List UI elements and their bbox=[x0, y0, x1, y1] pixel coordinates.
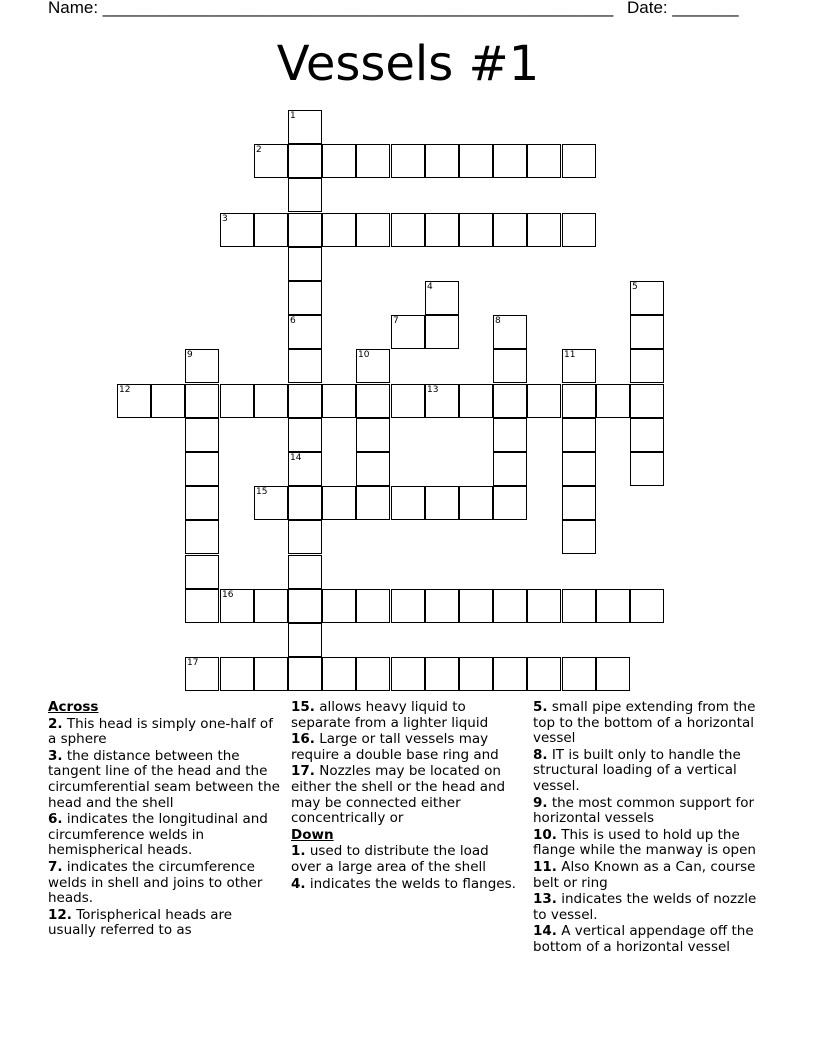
clue-across-2: 2. This head is simply one-half of a sphere bbox=[48, 715, 273, 748]
grid-cell[interactable] bbox=[356, 486, 390, 520]
grid-cell[interactable] bbox=[562, 657, 596, 691]
grid-cell[interactable] bbox=[562, 349, 596, 383]
grid-cell[interactable] bbox=[493, 418, 527, 452]
grid-cell[interactable] bbox=[596, 589, 630, 623]
grid-cell[interactable] bbox=[356, 213, 390, 247]
grid-cell[interactable] bbox=[254, 657, 288, 691]
grid-cell[interactable] bbox=[220, 213, 254, 247]
grid-number: 5 bbox=[632, 282, 638, 292]
grid-cell[interactable] bbox=[391, 589, 425, 623]
grid-cell[interactable] bbox=[220, 589, 254, 623]
grid-cell[interactable] bbox=[356, 384, 390, 418]
grid-cell[interactable] bbox=[596, 657, 630, 691]
clue-across-15: 15. allows heavy liquid to separate from a lighter liquid bbox=[291, 699, 489, 731]
grid-cell[interactable] bbox=[322, 589, 356, 623]
grid-cell[interactable] bbox=[630, 315, 664, 349]
grid-cell[interactable] bbox=[425, 384, 459, 418]
clue-across-7: 7. indicates the circumference welds in shell and joins to other heads. bbox=[48, 858, 263, 907]
grid-cell[interactable] bbox=[493, 589, 527, 623]
grid-cell[interactable] bbox=[288, 349, 322, 383]
grid-number: 7 bbox=[393, 316, 399, 326]
grid-cell[interactable] bbox=[356, 589, 390, 623]
grid-cell[interactable] bbox=[254, 213, 288, 247]
grid-cell[interactable] bbox=[425, 213, 459, 247]
grid-cell[interactable] bbox=[425, 589, 459, 623]
grid-cell[interactable] bbox=[185, 418, 219, 452]
grid-cell[interactable] bbox=[425, 486, 459, 520]
grid-cell[interactable] bbox=[459, 589, 493, 623]
grid-cell[interactable] bbox=[391, 315, 425, 349]
grid-cell[interactable] bbox=[527, 213, 561, 247]
grid-cell[interactable] bbox=[220, 657, 254, 691]
clue-down-4: 4. indicates the welds to flanges. bbox=[291, 875, 516, 892]
clue-down-14: 14. A vertical appendage off the bottom of a horizontal vessel bbox=[533, 923, 754, 955]
grid-number: 8 bbox=[495, 316, 501, 326]
grid-cell[interactable] bbox=[185, 452, 219, 486]
grid-number: 4 bbox=[427, 282, 433, 292]
grid-number: 16 bbox=[222, 590, 234, 600]
grid-cell[interactable] bbox=[493, 144, 527, 178]
grid-cell[interactable] bbox=[322, 213, 356, 247]
grid-cell[interactable] bbox=[425, 281, 459, 315]
grid-cell[interactable] bbox=[288, 247, 322, 281]
grid-number: 9 bbox=[187, 350, 193, 360]
grid-cell[interactable] bbox=[425, 144, 459, 178]
grid-cell[interactable] bbox=[322, 657, 356, 691]
grid-cell[interactable] bbox=[254, 144, 288, 178]
clue-down-11: 11. Also Known as a Can, course belt or ring bbox=[533, 858, 756, 891]
grid-cell[interactable] bbox=[459, 213, 493, 247]
grid-number: 11 bbox=[564, 350, 576, 360]
grid-cell[interactable] bbox=[356, 144, 390, 178]
grid-cell[interactable] bbox=[288, 213, 322, 247]
grid-cell[interactable] bbox=[322, 144, 356, 178]
grid-cell[interactable] bbox=[288, 520, 322, 554]
grid-cell[interactable] bbox=[630, 418, 664, 452]
grid-cell[interactable] bbox=[527, 657, 561, 691]
grid-number: 3 bbox=[222, 214, 228, 224]
grid-cell[interactable] bbox=[459, 486, 493, 520]
grid-cell[interactable] bbox=[391, 486, 425, 520]
clues-column-1 bbox=[48, 700, 280, 940]
grid-cell[interactable] bbox=[288, 110, 322, 144]
grid-cell[interactable] bbox=[391, 144, 425, 178]
grid-number: 17 bbox=[187, 658, 199, 668]
clue-across-17: 17. Nozzles may be located on either the shell or the head and may be connected either concentrically or bbox=[291, 763, 506, 827]
clue-across-3: 3. the distance between the tangent line of the head and the circumferential seam between the head and the shell bbox=[48, 747, 280, 811]
grid-cell[interactable] bbox=[459, 384, 493, 418]
grid-number: 12 bbox=[119, 385, 131, 395]
grid-cell[interactable] bbox=[254, 486, 288, 520]
grid-cell[interactable] bbox=[630, 452, 664, 486]
grid-cell[interactable] bbox=[425, 315, 459, 349]
grid-cell[interactable] bbox=[356, 452, 390, 486]
grid-cell[interactable] bbox=[527, 144, 561, 178]
grid-cell[interactable] bbox=[562, 213, 596, 247]
grid-cell[interactable] bbox=[288, 144, 322, 178]
grid-cell[interactable] bbox=[630, 349, 664, 383]
grid-cell[interactable] bbox=[185, 520, 219, 554]
grid-cell[interactable] bbox=[630, 281, 664, 315]
grid-cell[interactable] bbox=[493, 657, 527, 691]
grid-cell[interactable] bbox=[391, 657, 425, 691]
grid-cell[interactable] bbox=[562, 384, 596, 418]
grid-cell[interactable] bbox=[562, 452, 596, 486]
grid-cell[interactable] bbox=[562, 520, 596, 554]
down-heading: Down bbox=[291, 826, 334, 843]
grid-cell[interactable] bbox=[185, 657, 219, 691]
clue-across-12: 12. Torispherical heads are usually referred to as bbox=[48, 906, 233, 939]
grid-cell[interactable] bbox=[151, 384, 185, 418]
grid-cell[interactable] bbox=[459, 144, 493, 178]
grid-cell[interactable] bbox=[562, 589, 596, 623]
grid-cell[interactable] bbox=[630, 384, 664, 418]
grid-cell[interactable] bbox=[493, 315, 527, 349]
clue-down-5: 5. small pipe extending from the top to the bottom of a horizontal vessel bbox=[533, 699, 756, 747]
grid-cell[interactable] bbox=[185, 486, 219, 520]
grid-cell[interactable] bbox=[527, 384, 561, 418]
clues-column-2 bbox=[291, 700, 523, 893]
grid-cell[interactable] bbox=[288, 589, 322, 623]
grid-number: 6 bbox=[290, 316, 296, 326]
grid-number: 15 bbox=[256, 487, 268, 497]
grid-number: 13 bbox=[427, 385, 439, 395]
grid-cell[interactable] bbox=[493, 452, 527, 486]
grid-cell[interactable] bbox=[322, 486, 356, 520]
grid-cell[interactable] bbox=[185, 589, 219, 623]
clue-across-6: 6. indicates the longitudinal and circumference welds in hemispherical heads. bbox=[48, 811, 268, 859]
clues-column-3 bbox=[533, 700, 773, 957]
grid-cell[interactable] bbox=[220, 384, 254, 418]
grid-cell[interactable] bbox=[562, 144, 596, 178]
grid-cell[interactable] bbox=[288, 315, 322, 349]
clue-across-16: 16. Large or tall vessels may require a double base ring and bbox=[291, 731, 499, 763]
grid-cell[interactable] bbox=[391, 213, 425, 247]
grid-cell[interactable] bbox=[356, 657, 390, 691]
grid-cell[interactable] bbox=[493, 349, 527, 383]
grid-cell[interactable] bbox=[493, 213, 527, 247]
grid-cell[interactable] bbox=[117, 384, 151, 418]
grid-cell[interactable] bbox=[562, 418, 596, 452]
grid-cell[interactable] bbox=[254, 384, 288, 418]
grid-cell[interactable] bbox=[185, 555, 219, 589]
clue-down-9: 9. the most common support for horizontal vessels bbox=[533, 794, 755, 827]
grid-number: 10 bbox=[358, 350, 370, 360]
grid-number: 14 bbox=[290, 453, 302, 463]
grid-cell[interactable] bbox=[322, 384, 356, 418]
across-heading: Across bbox=[48, 699, 99, 715]
grid-cell[interactable] bbox=[493, 486, 527, 520]
grid-cell[interactable] bbox=[185, 384, 219, 418]
grid-cell[interactable] bbox=[425, 657, 459, 691]
grid-cell[interactable] bbox=[630, 589, 664, 623]
clue-down-13: 13. indicates the welds of nozzle to vessel. bbox=[533, 891, 757, 923]
clue-down-8: 8. IT is built only to handle the structural loading of a vertical vessel. bbox=[533, 746, 741, 794]
grid-cell[interactable] bbox=[288, 178, 322, 212]
grid-cell[interactable] bbox=[356, 349, 390, 383]
grid-cell[interactable] bbox=[288, 657, 322, 691]
grid-cell[interactable] bbox=[356, 418, 390, 452]
grid-number: 2 bbox=[256, 145, 262, 155]
grid-cell[interactable] bbox=[288, 623, 322, 657]
grid-cell[interactable] bbox=[562, 486, 596, 520]
grid-cell[interactable] bbox=[527, 589, 561, 623]
clue-down-10: 10. This is used to hold up the flange while the manway is open bbox=[533, 826, 756, 859]
grid-cell[interactable] bbox=[493, 384, 527, 418]
grid-cell[interactable] bbox=[391, 384, 425, 418]
clue-down-1: 1. used to distribute the load over a large area of the shell bbox=[291, 843, 489, 875]
grid-cell[interactable] bbox=[459, 657, 493, 691]
grid-cell[interactable] bbox=[288, 384, 322, 418]
grid-cell[interactable] bbox=[288, 281, 322, 315]
date-field[interactable]: Date: _______ bbox=[627, 0, 739, 17]
grid-cell[interactable] bbox=[254, 589, 288, 623]
grid-cell[interactable] bbox=[288, 486, 322, 520]
name-field[interactable]: Name: ______________________________________________________ bbox=[48, 0, 614, 17]
grid-cell[interactable] bbox=[185, 349, 219, 383]
grid-number: 1 bbox=[290, 111, 296, 121]
page-title: Vessels #1 bbox=[276, 36, 540, 92]
grid-cell[interactable] bbox=[288, 418, 322, 452]
grid-cell[interactable] bbox=[596, 384, 630, 418]
grid-cell[interactable] bbox=[288, 555, 322, 589]
grid-cell[interactable] bbox=[288, 452, 322, 486]
